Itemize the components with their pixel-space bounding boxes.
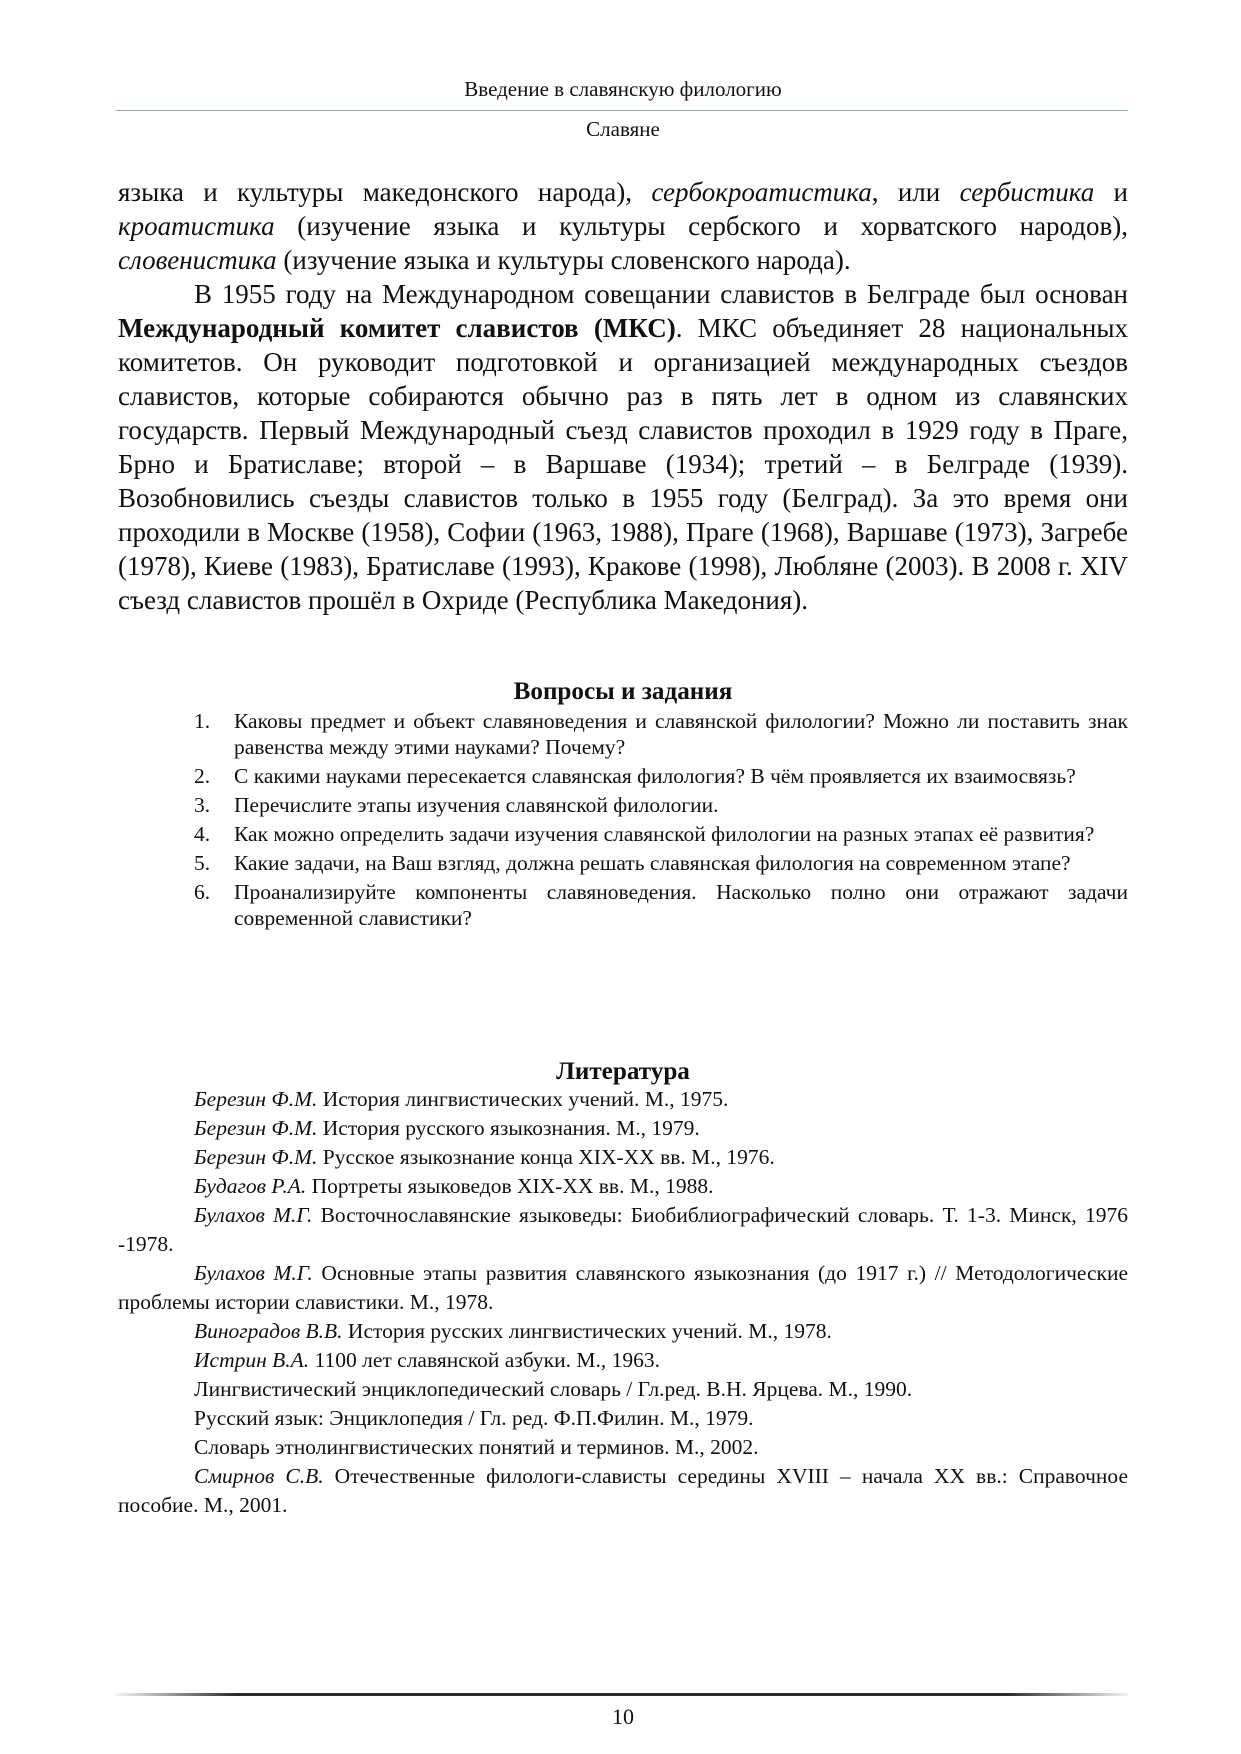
question-item [118, 792, 1128, 818]
question-text: Перечислите этапы изучения славянской филологии. [234, 793, 719, 817]
literature-item [118, 1085, 1128, 1114]
literature-title: Восточнославянские языковеды: Биобиблиографический словарь. Т. 1-3. Минск, 1976 -1978. [118, 1203, 1128, 1256]
literature-item [118, 1346, 1128, 1375]
literature-title: Лингвистический энциклопедический словарь / Гл.ред. В.Н. Ярцева. М., 1990. [194, 1377, 913, 1401]
question-text: С какими науками пересекается славянская филология? В чём проявляется их взаимосвязь? [234, 764, 1076, 788]
literature-item [118, 1172, 1128, 1201]
p2-text-1: В 1955 году на Международном совещании славистов в Белграде был основан [194, 279, 1128, 309]
question-item [118, 879, 1128, 931]
p1-text-2: , или [871, 177, 960, 207]
question-text: Какие задачи, на Ваш взгляд, должна решать славянская филология на современном этапе? [234, 851, 1071, 875]
literature-item [118, 1201, 1128, 1259]
question-text: Проанализируйте компоненты славяноведения. Насколько полно они отражают задачи современной славистики? [234, 880, 1128, 930]
literature-title: История лингвистических учений. М., 1975. [317, 1087, 729, 1111]
term-serbocroatistics: сербокроатистика [651, 177, 872, 207]
questions-section [118, 679, 1128, 934]
literature-author: Смирнов С.В. [194, 1464, 324, 1488]
literature-author: Березин Ф.М. [194, 1145, 318, 1169]
literature-author: Булахов М.Г. [194, 1203, 313, 1227]
literature-author: Березин Ф.М. [194, 1087, 318, 1111]
term-croatistics: кроатистика [118, 211, 275, 241]
literature-list [118, 1085, 1128, 1520]
literature-title: История русского языкознания. М., 1979. [317, 1116, 700, 1140]
questions-list [118, 708, 1128, 931]
question-number: 6. [194, 880, 211, 904]
paragraph-2 [118, 277, 1128, 617]
questions-heading: Вопросы и задания [513, 678, 733, 705]
question-item [118, 708, 1128, 760]
question-number: 4. [194, 822, 211, 846]
question-number: 3. [194, 793, 211, 817]
term-serbistics: сербистика [959, 177, 1095, 207]
question-number: 2. [194, 764, 211, 788]
literature-author: Истрин В.А. [194, 1348, 310, 1372]
literature-author: Березин Ф.М. [194, 1116, 318, 1140]
literature-title: Отечественные филологи-слависты середины XVIII – начала XX вв.: Справочное пособие. М., 2001. [118, 1464, 1128, 1517]
term-slovenistics: словенистика [118, 245, 277, 275]
literature-item [118, 1375, 1128, 1404]
p1-text-5: (изучение языка и культуры словенского народа). [276, 245, 851, 275]
literature-item [118, 1114, 1128, 1143]
p1-text-3: и [1094, 177, 1129, 207]
literature-title: Словарь этнолингвистических понятий и терминов. М., 2002. [194, 1435, 759, 1459]
question-number: 5. [194, 851, 211, 875]
question-item [118, 850, 1128, 876]
literature-author: Будагов Р.А. [194, 1174, 307, 1198]
term-mks: Международный комитет славистов (МКС) [118, 313, 676, 343]
literature-author: Булахов М.Г. [194, 1261, 313, 1285]
body-text [118, 175, 1128, 617]
question-text: Каковы предмет и объект славяноведения и славянской филологии? Можно ли поставить знак равенства между этими науками? Почему? [234, 709, 1128, 759]
literature-item [118, 1462, 1128, 1520]
running-title: Введение в славянскую филологию [464, 77, 782, 101]
literature-title: Основные этапы развития славянского языкознания (до 1917 г.) // Методологические проблемы истории славистики. М., 1978. [118, 1261, 1128, 1314]
p1-text-1: языка и культуры македонского народа), [118, 177, 652, 207]
literature-item [118, 1433, 1128, 1462]
literature-author: Виноградов В.В. [194, 1319, 343, 1343]
literature-title: История русских лингвистических учений. М., 1978. [342, 1319, 832, 1343]
footer-rule [116, 1693, 1128, 1696]
literature-item [118, 1404, 1128, 1433]
literature-heading: Литература [556, 1058, 690, 1085]
section-title: Славяне [586, 117, 660, 141]
question-text: Как можно определить задачи изучения славянской филологии на разных этапах её развития? [234, 822, 1095, 846]
literature-title: 1100 лет славянской азбуки. М., 1963. [309, 1348, 660, 1372]
literature-title: Русский язык: Энциклопедия / Гл. ред. Ф.П.Филин. М., 1979. [194, 1406, 754, 1430]
literature-title: Портреты языковедов XIX-XX вв. М., 1988. [306, 1174, 714, 1198]
literature-item [118, 1317, 1128, 1346]
p2-text-2: . МКС объединяет 28 национальных комитетов. Он руководит подготовкой и организацией международных съездов славистов, которые собираются обычно раз в пять лет в одном из славянских государств. Первый Международный съезд славистов проходил в 1929 году в Праге, Брно и Братиславе; второй – в Варшаве (1934); третий – в Белграде (1939). Возобновились съезды славистов только в 1955 году (Белград). За это время они проходили в Москве (1958), Софии (1963, 1988), Праге (1968), Варшаве (1973), Загребе (1978), Киеве (1983), Братиславе (1993), Кракове (1998), Любляне (2003). В 2008 г. XIV съезд славистов прошёл в Охриде (Республика Македония). [118, 313, 1128, 615]
literature-item [118, 1143, 1128, 1172]
literature-section [118, 1057, 1128, 1520]
page-number: 10 [612, 1704, 634, 1729]
question-item [118, 821, 1128, 847]
header-rule [116, 110, 1128, 111]
p1-text-4: (изучение языка и культуры сербского и хорватского народов), [274, 211, 1128, 241]
literature-title: Русское языкознание конца XIX-XX вв. М., 1976. [317, 1145, 775, 1169]
paragraph-1 [118, 175, 1128, 277]
question-number: 1. [194, 709, 211, 733]
question-item [118, 763, 1128, 789]
literature-item [118, 1259, 1128, 1317]
